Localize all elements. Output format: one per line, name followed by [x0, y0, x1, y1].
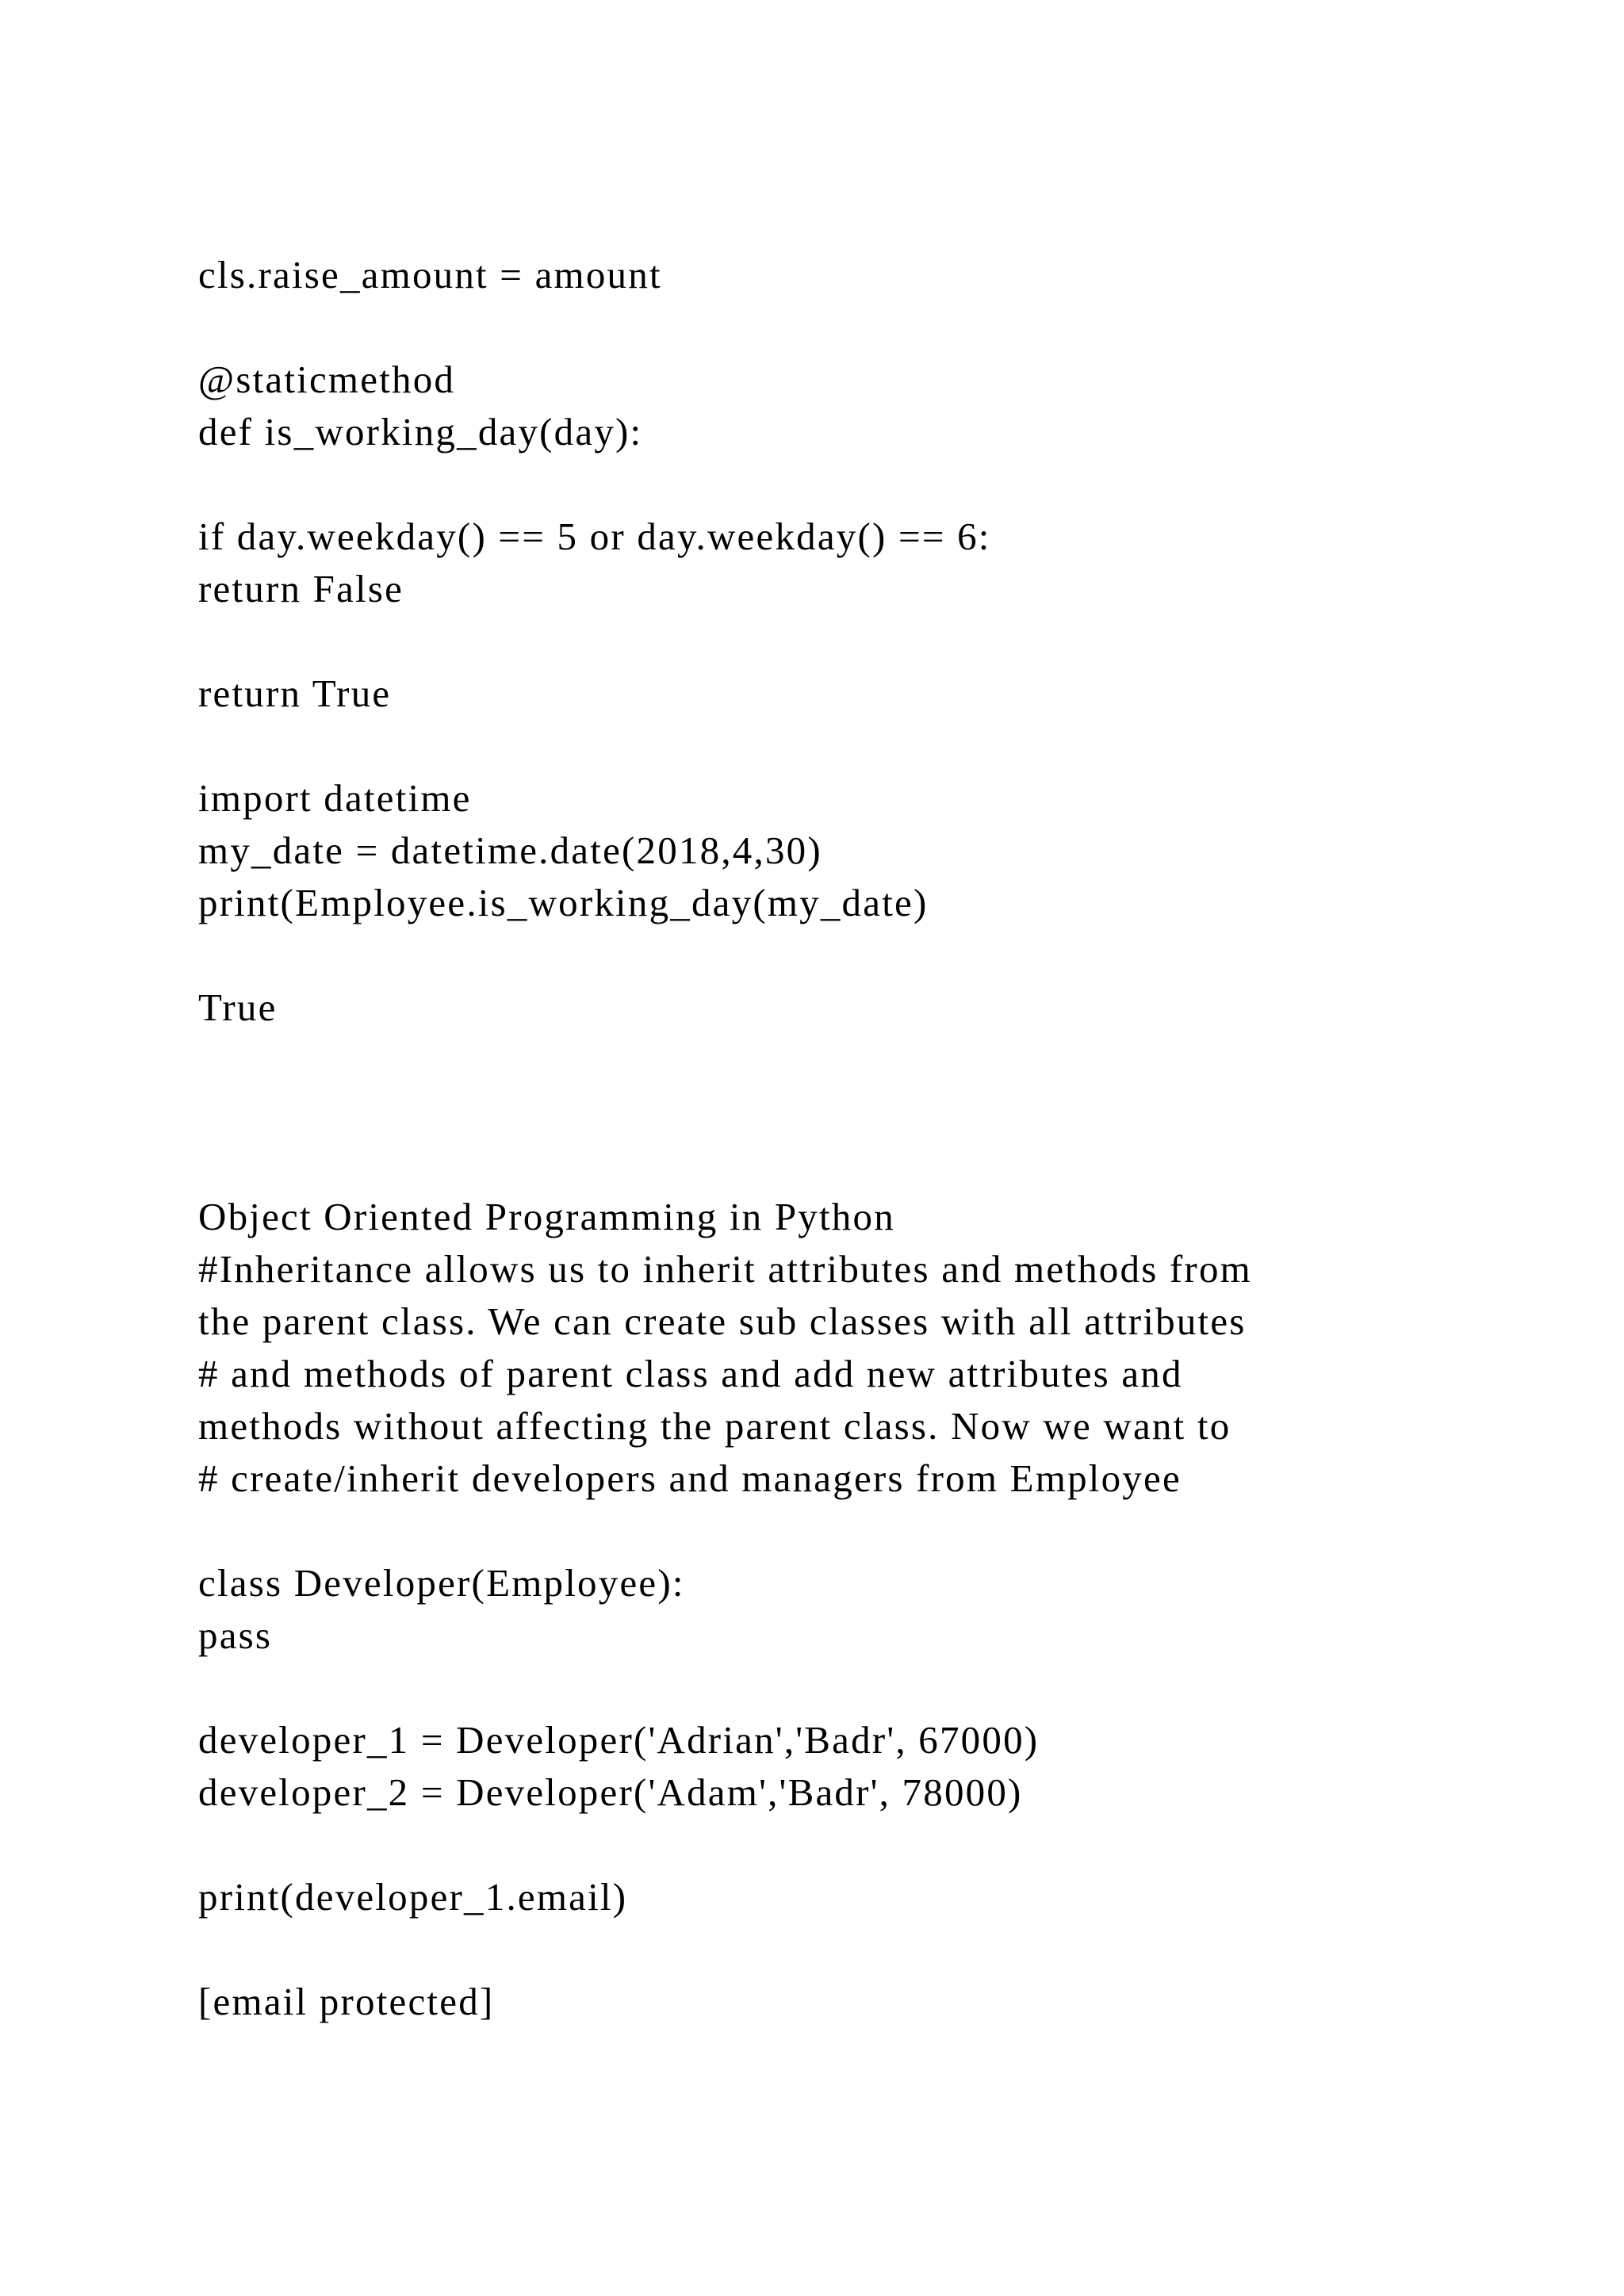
section-heading: Object Oriented Programming in Python	[198, 1195, 895, 1238]
code-line-import-datetime: import datetime	[198, 776, 472, 820]
output-line-email: [email protected]	[198, 1980, 495, 2023]
output-line-true: True	[198, 985, 278, 1029]
code-line-print-working-day: print(Employee.is_working_day(my_date)	[198, 881, 929, 924]
code-line-developer-2: developer_2 = Developer('Adam','Badr', 78000)	[198, 1770, 1023, 1814]
comment-line-3: # and methods of parent class and add new attributes and	[198, 1352, 1183, 1395]
comment-line-5: # create/inherit developers and managers from Employee	[198, 1456, 1182, 1500]
code-line-print-email: print(developer_1.email)	[198, 1875, 628, 1919]
code-line-staticmethod: @staticmethod	[198, 358, 456, 401]
comment-line-4: methods without affecting the parent class. Now we want to	[198, 1404, 1231, 1448]
code-line-pass: pass	[198, 1613, 273, 1657]
code-line-return-true: return True	[198, 672, 392, 715]
code-line-def-is-working-day: def is_working_day(day):	[198, 410, 643, 453]
code-line-raise-amount: cls.raise_amount = amount	[198, 253, 662, 297]
code-line-my-date: my_date = datetime.date(2018,4,30)	[198, 828, 822, 872]
comment-line-1: #Inheritance allows us to inherit attributes and methods from	[198, 1247, 1252, 1291]
code-line-if-weekday: if day.weekday() == 5 or day.weekday() == 6:	[198, 515, 991, 558]
code-line-return-false: return False	[198, 567, 404, 610]
code-line-class-developer: class Developer(Employee):	[198, 1561, 685, 1605]
code-line-developer-1: developer_1 = Developer('Adrian','Badr', 67000)	[198, 1718, 1040, 1762]
comment-line-2: the parent class. We can create sub classes with all attributes	[198, 1299, 1247, 1343]
